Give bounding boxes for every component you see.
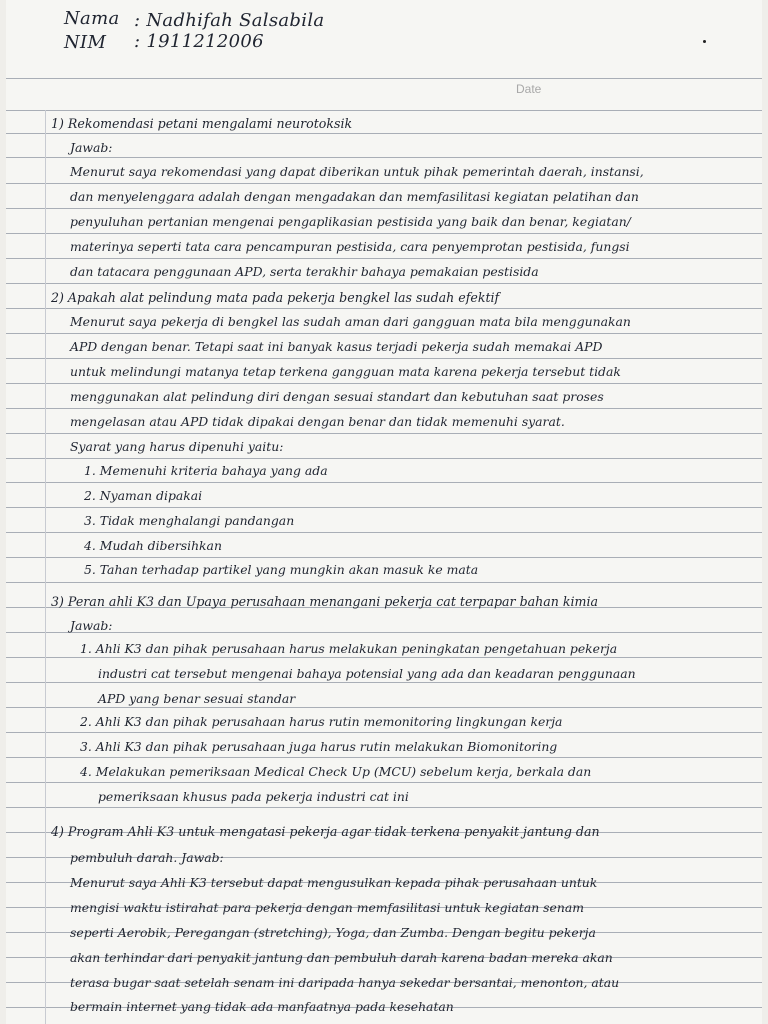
text-line: pemeriksaan khusus pada pekerja industri cat ini (98, 789, 409, 804)
list-item: 5. Tahan terhadap partikel yang mungkin akan masuk ke mata (84, 562, 479, 577)
text-line: dan tatacara penggunaan APD, serta terakhir bahaya pemakaian pestisida (70, 264, 539, 279)
list-item: 1. Memenuhi kriteria bahaya yang ada (84, 463, 328, 478)
nim-label: NIM (64, 32, 107, 53)
text-line: 4. Melakukan pemeriksaan Medical Check Up (MCU) sebelum kerja, berkala dan (80, 764, 592, 779)
text-line: mengelasan atau APD tidak dipakai dengan benar dan tidak memenuhi syarat. (70, 414, 565, 429)
text-line: mengisi waktu istirahat para pekerja dengan memfasilitasi untuk kegiatan senam (70, 900, 584, 915)
name-value: : Nadhifah Salsabila (134, 10, 325, 31)
text-line: Jawab: (70, 618, 113, 633)
question-4-title: 4) Program Ahli K3 untuk mengatasi pekerja agar tidak terkena penyakit jantung dan (51, 824, 600, 839)
text-line: 2. Ahli K3 dan pihak perusahaan harus rutin memonitoring lingkungan kerja (80, 714, 563, 729)
text-line: APD dengan benar. Tetapi saat ini banyak kasus terjadi pekerja sudah memakai APD (70, 339, 603, 354)
list-item: 3. Tidak menghalangi pandangan (84, 513, 295, 528)
text-line: Menurut saya rekomendasi yang dapat diberikan untuk pihak pemerintah daerah, instansi, (70, 164, 644, 179)
margin-line (45, 110, 46, 1024)
text-line: 1. Ahli K3 dan pihak perusahaan harus melakukan peningkatan pengetahuan pekerja (80, 641, 618, 656)
text-line: Menurut saya Ahli K3 tersebut dapat mengusulkan kepada pihak perusahaan untuk (70, 875, 598, 890)
question-3-title: 3) Peran ahli K3 dan Upaya perusahaan menangani pekerja cat terpapar bahan kimia (51, 594, 599, 609)
text-line: akan terhindar dari penyakit jantung dan pembuluh darah karena badan mereka akan (70, 950, 613, 965)
text-line: menggunakan alat pelindung diri dengan sesuai standart dan kebutuhan saat proses (70, 389, 604, 404)
text-line: Menurut saya pekerja di bengkel las sudah aman dari gangguan mata bila menggunakan (70, 314, 631, 329)
text-line: materinya seperti tata cara pencampuran pestisida, cara penyemprotan pestisida, fungsi (70, 239, 630, 254)
question-1-title: 1) Rekomendasi petani mengalami neurotoksik (51, 116, 353, 131)
text-line: pembuluh darah. Jawab: (70, 850, 224, 865)
text-line: dan menyelenggara adalah dengan mengadakan dan memfasilitasi kegiatan pelatihan dan (70, 189, 639, 204)
nim-value: : 1911212006 (134, 31, 264, 52)
name-label: Nama (64, 8, 120, 29)
text-line: Syarat yang harus dipenuhi yaitu: (70, 439, 284, 454)
text-line: bermain internet yang tidak ada manfaatnya pada kesehatan (70, 999, 454, 1014)
ink-dot (703, 40, 706, 43)
text-line: terasa bugar saat setelah senam ini daripada hanya sekedar bersantai, menonton, atau (70, 975, 620, 990)
list-item: 2. Nyaman dipakai (84, 488, 203, 503)
text-line: seperti Aerobik, Peregangan (stretching), Yoga, dan Zumba. Dengan begitu pekerja (70, 925, 596, 940)
text-line: penyuluhan pertanian mengenai pengaplikasian pestisida yang baik dan benar, kegiatan/ (70, 214, 631, 229)
notebook-page (6, 0, 762, 1024)
text-line: untuk melindungi matanya tetap terkena gangguan mata karena pekerja tersebut tidak (70, 364, 621, 379)
text-line: industri cat tersebut mengenai bahaya potensial yang ada dan keadaran penggunaan (98, 666, 636, 681)
date-label: Date (516, 82, 542, 96)
text-line: Jawab: (70, 140, 113, 155)
text-line: 3. Ahli K3 dan pihak perusahaan juga harus rutin melakukan Biomonitoring (80, 739, 558, 754)
list-item: 4. Mudah dibersihkan (84, 538, 222, 553)
question-2-title: 2) Apakah alat pelindung mata pada pekerja bengkel las sudah efektif (51, 290, 500, 305)
text-line: APD yang benar sesuai standar (98, 691, 296, 706)
